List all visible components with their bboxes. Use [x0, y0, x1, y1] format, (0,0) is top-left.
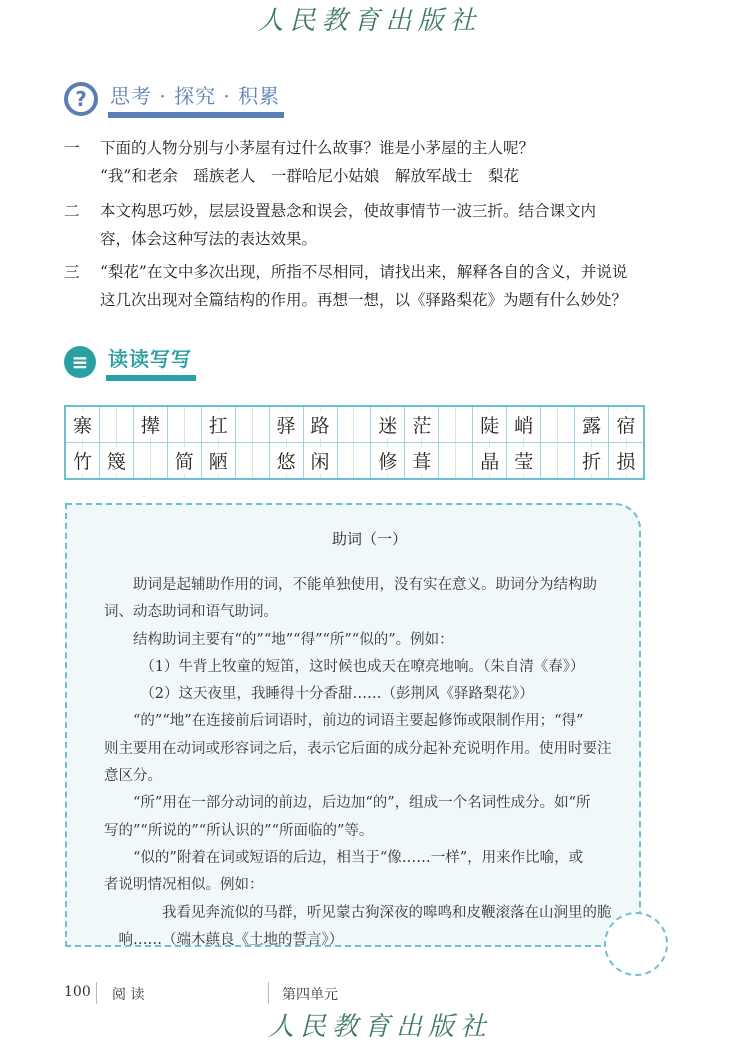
- grid-cell: [405, 443, 439, 478]
- vocab-char: 莹: [513, 447, 534, 474]
- note-line: “的”“地”在连接前后词语时，前边的词语主要起修饰或限制作用；“得”: [104, 713, 584, 730]
- note-line: 则主要用在动词或形容词之后，表示它后面的成分起补充说明作用。使用时要注: [104, 740, 612, 757]
- vocab-char: 简: [174, 447, 195, 474]
- question-item: [64, 134, 534, 190]
- vocab-char: 修: [377, 447, 398, 474]
- vocab-char: 陋: [208, 447, 229, 474]
- grid-cell: [405, 407, 439, 443]
- grid-cell: [507, 407, 541, 443]
- note-line: （1）牛背上牧童的短笛，这时候也成天在嘹亮地响。（朱自清《春》）: [104, 658, 585, 675]
- note-line: 我看见奔流似的马群，听见蒙古狗深夜的嗥鸣和皮鞭滚落在山涧里的脆: [104, 904, 612, 921]
- grid-cell: [473, 407, 507, 443]
- question-item: [64, 197, 596, 253]
- vocab-char: 露: [581, 411, 602, 438]
- note-title: 助词（一）: [331, 530, 407, 548]
- vocab-char: 茫: [411, 411, 432, 438]
- grid-cell: [609, 407, 643, 443]
- grid-cell: [338, 407, 372, 443]
- vocab-char: 篾: [106, 447, 127, 474]
- question-line: 容，体会这种写法的表达效果。: [100, 230, 318, 248]
- question-line: “梨花”在文中多次出现，所指不尽相同，请找出来，解释各自的含义，并说说: [100, 263, 628, 281]
- grid-cell: [100, 407, 134, 443]
- section-title: 读读写写: [106, 343, 196, 381]
- grid-cell: [507, 443, 541, 478]
- divider: [268, 982, 269, 1004]
- box-corner-cut: [604, 912, 668, 976]
- note-line: 词、动态助词和语气助词。: [104, 604, 278, 621]
- question-item: [64, 258, 627, 314]
- note-line: 响……（端木蕻良《土地的誓言》）: [104, 931, 344, 948]
- publisher-watermark-bottom: 人民教育出版社: [267, 1012, 492, 1042]
- grid-cell: [541, 443, 575, 478]
- note-line: “似的”附着在词或短语的后边，相当于“像……一样”，用来作比喻，或: [104, 849, 584, 866]
- page-number: 100: [64, 984, 91, 1000]
- vocab-char: 悠: [276, 447, 297, 474]
- note-line: （2）这天夜里，我睡得十分香甜……（彭荆风《驿路梨花》）: [104, 686, 534, 703]
- grid-cell: [575, 407, 609, 443]
- note-line: 写的”“所说的”“所认识的”“所面临的”等。: [104, 822, 374, 839]
- grid-cell: [236, 407, 270, 443]
- vocab-char: 折: [581, 447, 602, 474]
- grid-cell: [270, 407, 304, 443]
- publisher-watermark-top: 人民教育出版社: [257, 6, 482, 36]
- vocab-char: 扛: [208, 411, 229, 438]
- footer-unit: 第四单元: [282, 987, 338, 1003]
- grid-cell: [304, 443, 338, 478]
- vocab-char: 峭: [513, 411, 534, 438]
- vocab-grid: [64, 405, 645, 480]
- vocab-char: 驿: [276, 411, 297, 438]
- vocab-char: 路: [310, 411, 331, 438]
- note-line: 结构助词主要有“的”“地”“得”“所”“似的”。例如：: [104, 631, 454, 648]
- question-line: “我”和老余 瑶族老人 一群哈尼小姑娘 解放军战士 梨花: [100, 167, 519, 185]
- grid-cell: [439, 407, 473, 443]
- note-line: “所”用在一部分动词的前边，后边加“的”，组成一个名词性成分。如“所: [104, 795, 591, 812]
- grid-cell: [134, 407, 168, 443]
- grid-cell: [100, 443, 134, 478]
- grid-cell: [371, 407, 405, 443]
- vocab-char: 竹: [72, 447, 93, 474]
- grid-cell: [270, 443, 304, 478]
- note-line: 助词是起辅助作用的词，不能单独使用，没有实在意义。助词分为结构助: [104, 577, 597, 593]
- question-line: 下面的人物分别与小茅屋有过什么故事？谁是小茅屋的主人呢？: [100, 139, 535, 157]
- section-header-read-write: [64, 343, 196, 381]
- grid-cell: [168, 443, 202, 478]
- grid-cell: [202, 443, 236, 478]
- vocab-char: 晶: [479, 447, 500, 474]
- divider: [96, 982, 97, 1004]
- vocab-char: 迷: [377, 411, 398, 438]
- grid-cell: [609, 443, 643, 478]
- vocab-char: 葺: [411, 447, 432, 474]
- question-number: 三: [64, 263, 80, 281]
- grid-cell: [236, 443, 270, 478]
- question-icon: ?: [64, 82, 98, 116]
- vocab-char: 陡: [479, 411, 500, 438]
- question-line: 这几次出现对全篇结构的作用。再想一想，以《驿路梨花》为题有什么妙处？: [100, 291, 628, 309]
- grid-cell: [134, 443, 168, 478]
- section-header-think: [64, 80, 284, 118]
- vocab-char: 撵: [140, 411, 161, 438]
- grid-cell: [66, 443, 100, 478]
- question-line: 本文构思巧妙，层层设置悬念和误会，使故事情节一波三折。结合课文内: [100, 202, 597, 220]
- vocab-char: 宿: [616, 411, 637, 438]
- question-number: 一: [64, 139, 80, 157]
- grid-cell: [304, 407, 338, 443]
- note-body: [104, 572, 612, 954]
- grid-cell: [541, 407, 575, 443]
- note-line: 意区分。: [104, 768, 162, 785]
- footer-part: 阅 读: [112, 987, 145, 1003]
- grid-cell: [338, 443, 372, 478]
- section-title: 思考 · 探究 · 积累: [108, 80, 284, 118]
- note-line: 者说明情况相似。例如：: [104, 877, 264, 894]
- grid-cell: [473, 443, 507, 478]
- vocab-char: 损: [616, 447, 637, 474]
- grid-cell: [371, 443, 405, 478]
- vocab-char: 闲: [310, 447, 331, 474]
- grid-cell: [439, 443, 473, 478]
- grid-cell: [575, 443, 609, 478]
- question-number: 二: [64, 202, 80, 220]
- vocab-char: 寨: [72, 411, 93, 438]
- list-icon: ≡: [64, 346, 96, 378]
- grid-cell: [66, 407, 100, 443]
- grid-cell: [202, 407, 236, 443]
- grid-cell: [168, 407, 202, 443]
